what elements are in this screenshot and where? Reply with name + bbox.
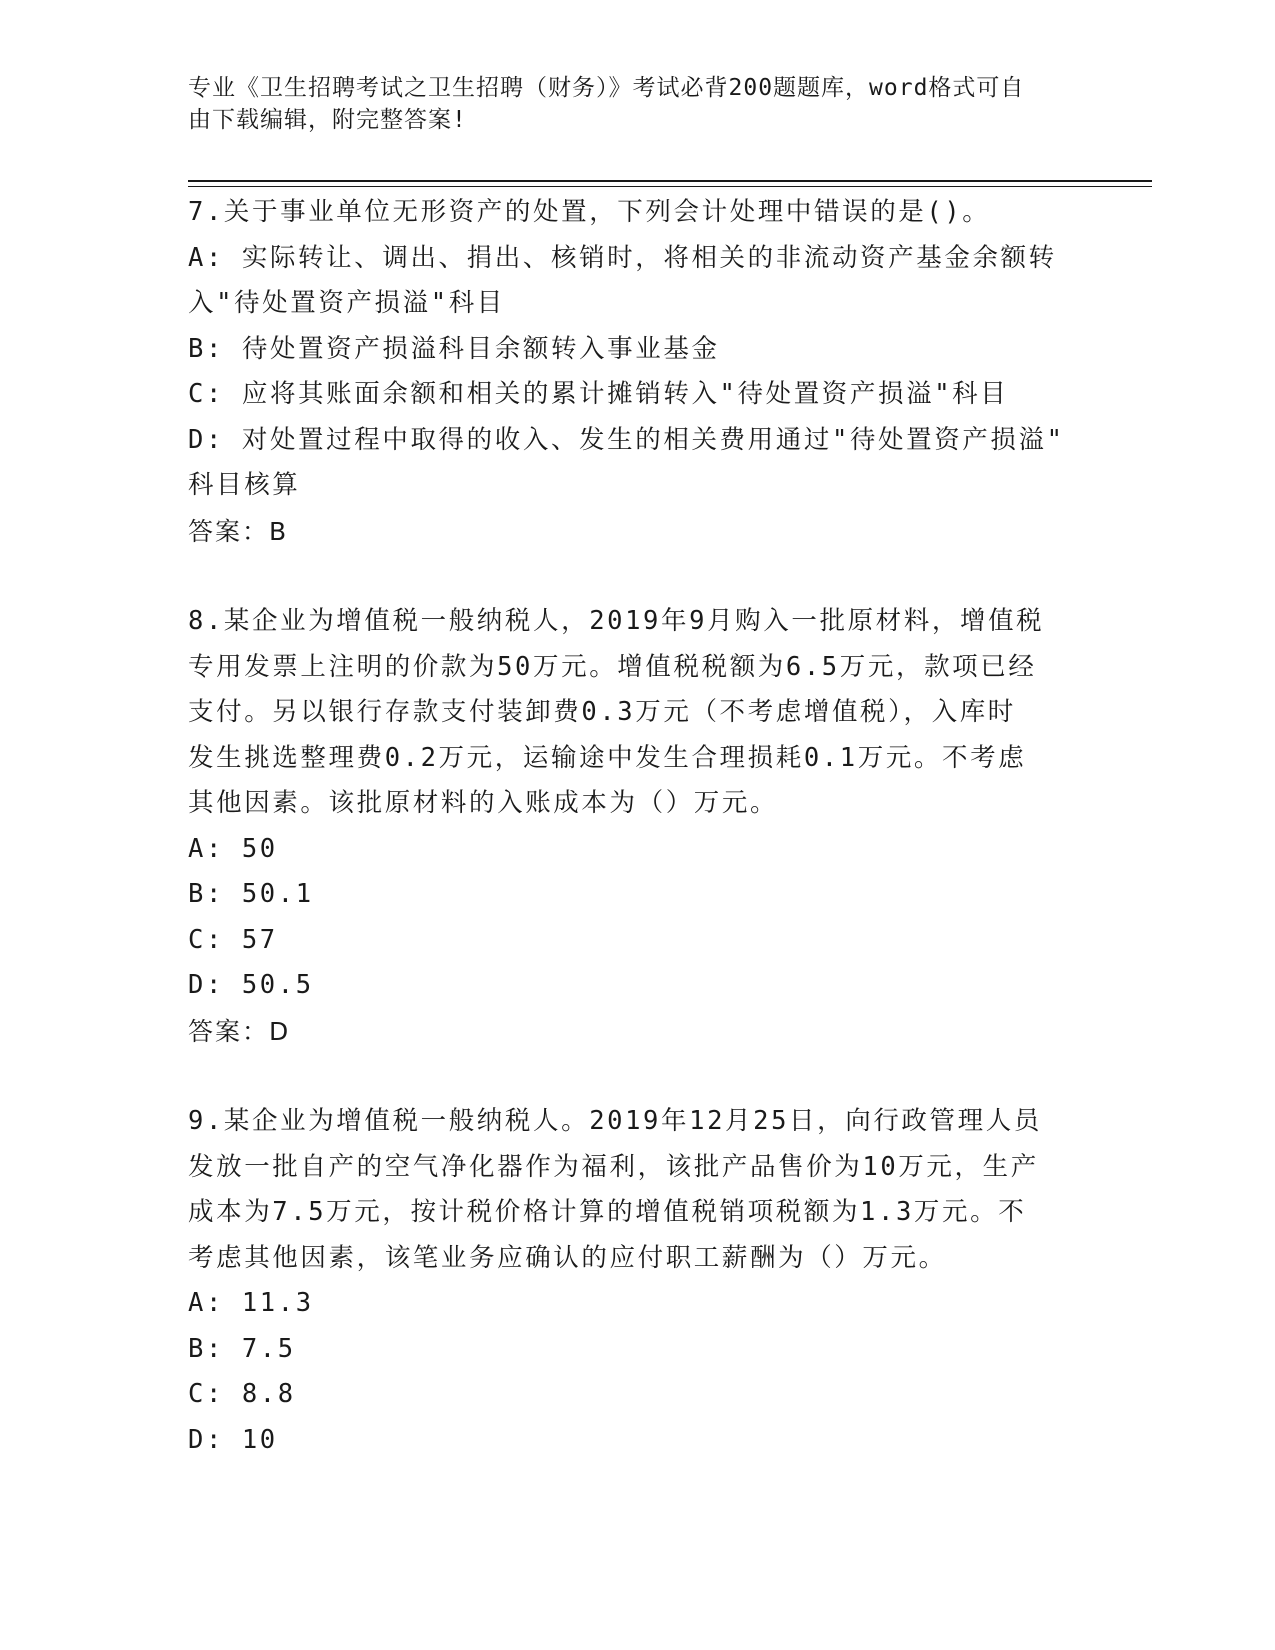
option-d-line: D: 50.5 <box>188 970 314 1000</box>
option-a-line: A: 11.3 <box>188 1288 314 1318</box>
header-line-2: 由下载编辑，附完整答案! <box>188 107 467 133</box>
option-d-line: D: 10 <box>188 1424 278 1455</box>
option-d-line: 科目核算 <box>188 470 301 500</box>
header-divider-thick <box>188 180 1152 182</box>
questions-list <box>188 190 1088 1463</box>
question-stem-line: 专用发票上注明的价款为50万元。增值税税额为6.5万元，款项已经 <box>188 651 1037 682</box>
question-8 <box>188 599 1088 1054</box>
header-line-1: 专业《卫生招聘考试之卫生招聘（财务）》考试必背200题题库，word格式可自 <box>188 75 1025 101</box>
question-stem-line: 支付。另以银行存款支付装卸费0.3万元（不考虑增值税），入库时 <box>188 697 1016 727</box>
question-stem-line: 成本为7.5万元，按计税价格计算的增值税销项税额为1.3万元。不 <box>188 1197 1027 1227</box>
question-stem-line: 考虑其他因素，该笔业务应确认的应付职工薪酬为（）万元。 <box>188 1242 947 1273</box>
option-b-line: B: 待处置资产损溢科目余额转入事业基金 <box>188 333 720 364</box>
option-a-line: A: 50 <box>188 833 278 864</box>
option-c-line: C: 8.8 <box>188 1379 296 1409</box>
header-divider-thin <box>188 186 1152 187</box>
question-stem-line: 发放一批自产的空气净化器作为福利，该批产品售价为10万元，生产 <box>188 1151 1039 1182</box>
question-stem-line: 其他因素。该批原材料的入账成本为（）万元。 <box>188 788 779 818</box>
question-7 <box>188 190 1088 554</box>
question-stem-line: 7.关于事业单位无形资产的处置，下列会计处理中错误的是()。 <box>188 197 991 227</box>
answer-label: 答案：B <box>188 516 289 546</box>
question-stem-line: 9.某企业为增值税一般纳税人。2019年12月25日，向行政管理人员 <box>188 1106 1042 1136</box>
option-a-line: 入"待处置资产损溢"科目 <box>188 288 505 318</box>
option-a-line: A: 实际转让、调出、捐出、核销时，将相关的非流动资产基金余额转 <box>188 242 1057 273</box>
option-c-line: C: 应将其账面余额和相关的累计摊销转入"待处置资产损溢"科目 <box>188 379 1009 409</box>
option-d-line: D: 对处置过程中取得的收入、发生的相关费用通过"待处置资产损溢" <box>188 424 1065 455</box>
option-b-line: B: 7.5 <box>188 1333 296 1364</box>
option-b-line: B: 50.1 <box>188 879 314 909</box>
document-header <box>188 72 1068 136</box>
answer-label: 答案：D <box>188 1016 291 1046</box>
option-c-line: C: 57 <box>188 924 278 955</box>
question-stem-line: 发生挑选整理费0.2万元，运输途中发生合理损耗0.1万元。不考虑 <box>188 742 1027 773</box>
question-9 <box>188 1099 1088 1463</box>
question-stem-line: 8.某企业为增值税一般纳税人，2019年9月购入一批原材料，增值税 <box>188 606 1045 636</box>
